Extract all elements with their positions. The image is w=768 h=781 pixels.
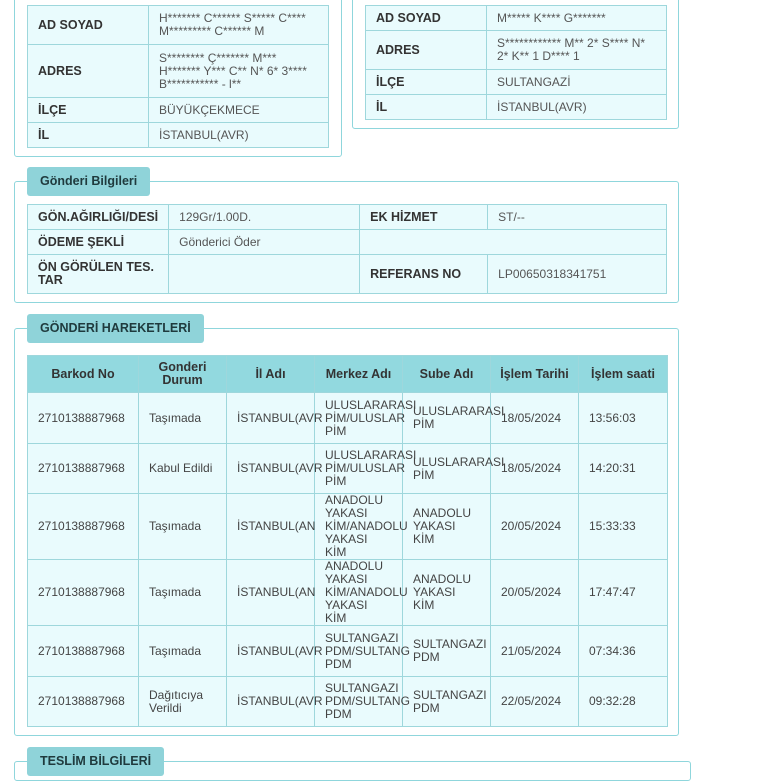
time-cell: 13:56:03 [579,393,668,444]
branch-cell: ULUSLARARASI PİM [403,444,491,494]
movements-legend: GÖNDERİ HAREKETLERİ [27,314,204,343]
status-cell: Taşımada [139,626,227,677]
receiver-city-label: İL [366,95,487,120]
status-cell: Dağıtıcıya Verildi [139,677,227,727]
reference-value: LP00650318341751 [488,255,667,294]
sender-row-city [28,123,329,148]
sender-district-value: BÜYÜKÇEKMECE [149,98,329,123]
center-cell: ANADOLU YAKASI KİM/ANADOLU YAKASI KİM [315,560,403,626]
time-cell: 14:20:31 [579,444,668,494]
table-row [28,626,668,677]
date-cell: 18/05/2024 [491,393,579,444]
center-cell: ANADOLU YAKASI KİM/ANADOLU YAKASI KİM [315,494,403,560]
sender-district-label: İLÇE [28,98,149,123]
time-cell: 09:32:28 [579,677,668,727]
shipment-row-eta [28,255,667,294]
branch-cell: ANADOLU YAKASI KİM [403,560,491,626]
status-cell: Taşımada [139,494,227,560]
sender-table [27,5,329,148]
city-cell: İSTANBUL(AN [227,560,315,626]
sender-city-value: İSTANBUL(AVR) [149,123,329,148]
center-cell: SULTANGAZI PDM/SULTANG PDM [315,677,403,727]
branch-cell: ULUSLARARASI PİM [403,393,491,444]
delivery-legend: TESLİM BİLGİLERİ [27,747,164,776]
sender-city-label: İL [28,123,149,148]
receiver-district-value: SULTANGAZİ [487,70,667,95]
receiver-address-label: ADRES [366,31,487,70]
center-cell: ULUSLARARASI PİM/ULUSLAR PİM [315,444,403,494]
city-cell: İSTANBUL(AN [227,494,315,560]
status-cell: Taşımada [139,560,227,626]
date-cell: 20/05/2024 [491,560,579,626]
receiver-name-value: M***** K**** G******* [487,6,667,31]
sender-row-district [28,98,329,123]
time-cell: 07:34:36 [579,626,668,677]
eta-value [169,255,360,294]
city-cell: İSTANBUL(AVR [227,444,315,494]
branch-cell: SULTANGAZI PDM [403,626,491,677]
receiver-table [365,5,667,120]
date-cell: 21/05/2024 [491,626,579,677]
barcode-cell: 2710138887968 [28,626,139,677]
receiver-row-district [366,70,667,95]
date-cell: 20/05/2024 [491,494,579,560]
barcode-cell: 2710138887968 [28,494,139,560]
city-cell: İSTANBUL(AVR [227,393,315,444]
receiver-address-value: S************ M** 2* S**** N* 2* K** 1 D**** 1 [487,31,667,70]
receiver-name-label: AD SOYAD [366,6,487,31]
table-row [28,560,668,626]
weight-value: 129Gr/1.00D. [169,205,360,230]
table-row [28,677,668,727]
date-cell: 22/05/2024 [491,677,579,727]
barcode-cell: 2710138887968 [28,393,139,444]
weight-label: GÖN.AĞIRLIĞI/DESİ [28,205,169,230]
movements-header-row [28,356,668,393]
time-cell: 15:33:33 [579,494,668,560]
date-cell: 18/05/2024 [491,444,579,494]
payment-empty-cell [360,230,667,255]
extra-service-label: EK HİZMET [360,205,488,230]
branch-cell: ANADOLU YAKASI KİM [403,494,491,560]
header-barcode: Barkod No [28,356,139,393]
sender-row-name [28,6,329,45]
eta-label: ÖN GÖRÜLEN TES. TAR [28,255,169,294]
sender-name-value: H******* C****** S***** C**** M********* C****** M [149,6,329,45]
header-status: Gonderi Durum [139,356,227,393]
city-cell: İSTANBUL(AVR [227,626,315,677]
sender-row-address [28,45,329,98]
receiver-row-name [366,6,667,31]
payment-label: ÖDEME ŞEKLİ [28,230,169,255]
barcode-cell: 2710138887968 [28,444,139,494]
table-row [28,444,668,494]
shipment-row-payment [28,230,667,255]
header-date: İşlem Tarihi [491,356,579,393]
city-cell: İSTANBUL(AVR [227,677,315,727]
status-cell: Taşımada [139,393,227,444]
extra-service-value: ST/-- [488,205,667,230]
center-cell: ULUSLARARASI PİM/ULUSLAR PİM [315,393,403,444]
reference-label: REFERANS NO [360,255,488,294]
time-cell: 17:47:47 [579,560,668,626]
status-cell: Kabul Edildi [139,444,227,494]
sender-address-label: ADRES [28,45,149,98]
table-row [28,393,668,444]
header-center: Merkez Adı [315,356,403,393]
receiver-city-value: İSTANBUL(AVR) [487,95,667,120]
shipment-info-table [27,204,667,294]
branch-cell: SULTANGAZI PDM [403,677,491,727]
center-cell: SULTANGAZI PDM/SULTANG PDM [315,626,403,677]
receiver-row-address [366,31,667,70]
header-city: İl Adı [227,356,315,393]
sender-address-value: S******** Ç******* M*** H******* Y*** C** N* 6* 3**** B*********** - l** [149,45,329,98]
receiver-row-city [366,95,667,120]
barcode-cell: 2710138887968 [28,560,139,626]
header-time: İşlem saati [579,356,668,393]
shipment-row-weight [28,205,667,230]
movements-table [27,355,668,727]
payment-value: Gönderici Öder [169,230,360,255]
sender-name-label: AD SOYAD [28,6,149,45]
shipment-info-legend: Gönderi Bilgileri [27,167,150,196]
header-branch: Sube Adı [403,356,491,393]
receiver-district-label: İLÇE [366,70,487,95]
barcode-cell: 2710138887968 [28,677,139,727]
table-row [28,494,668,560]
